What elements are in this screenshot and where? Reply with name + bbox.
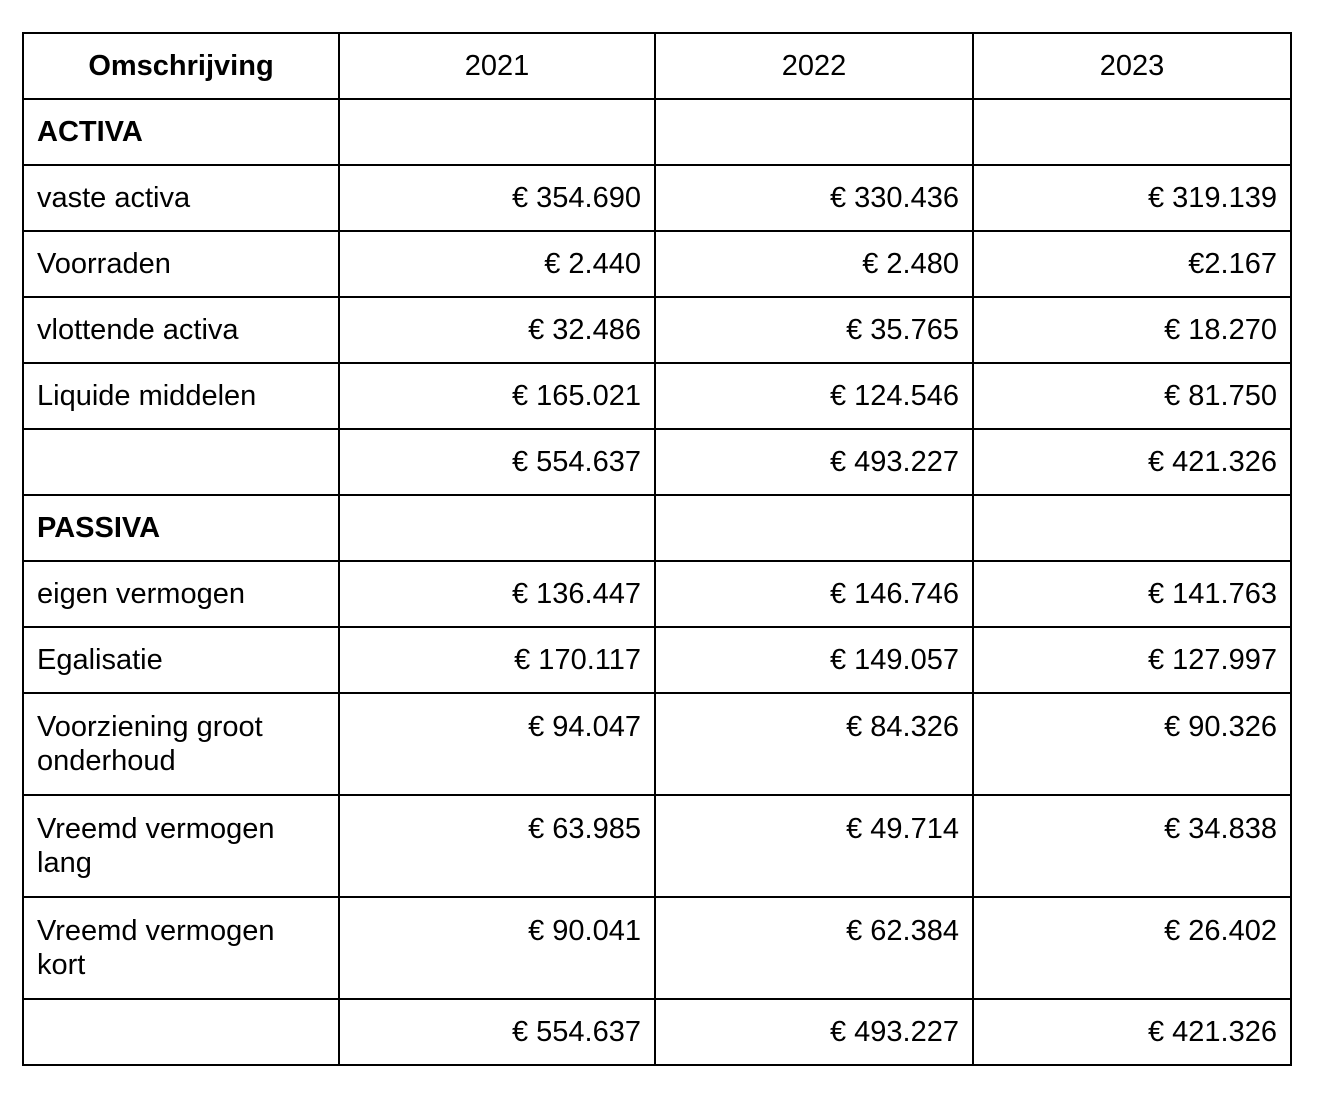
value-2021: € 354.690	[339, 165, 655, 231]
value-2023: € 81.750	[973, 363, 1291, 429]
value-2021: € 90.041	[339, 897, 655, 999]
table-row	[23, 165, 1291, 231]
value-2021: € 32.486	[339, 297, 655, 363]
row-label: eigen vermogen	[23, 561, 339, 627]
value-2022: € 124.546	[655, 363, 973, 429]
value-2023: € 26.402	[973, 897, 1291, 999]
section-title-activa: ACTIVA	[23, 99, 339, 165]
value-2023: € 18.270	[973, 297, 1291, 363]
total-row-passiva	[23, 999, 1291, 1065]
value-2022: € 35.765	[655, 297, 973, 363]
row-label: Vreemd vermogen lang	[23, 795, 339, 897]
row-label: Vreemd vermogen kort	[23, 897, 339, 999]
total-2023: € 421.326	[973, 429, 1291, 495]
value-2023: € 127.997	[973, 627, 1291, 693]
table-row	[23, 561, 1291, 627]
value-2021: € 63.985	[339, 795, 655, 897]
value-2021: € 94.047	[339, 693, 655, 795]
header-year-2021: 2021	[339, 33, 655, 99]
empty-cell	[655, 99, 973, 165]
header-description: Omschrijving	[23, 33, 339, 99]
row-label: Voorziening groot onderhoud	[23, 693, 339, 795]
value-2022: € 2.480	[655, 231, 973, 297]
value-2021: € 2.440	[339, 231, 655, 297]
header-year-2022: 2022	[655, 33, 973, 99]
total-2023: € 421.326	[973, 999, 1291, 1065]
empty-cell	[23, 429, 339, 495]
row-label: vlottende activa	[23, 297, 339, 363]
value-2022: € 330.436	[655, 165, 973, 231]
total-2022: € 493.227	[655, 999, 973, 1065]
table-row	[23, 231, 1291, 297]
empty-cell	[339, 495, 655, 561]
section-title-passiva: PASSIVA	[23, 495, 339, 561]
row-label: Voorraden	[23, 231, 339, 297]
value-2021: € 170.117	[339, 627, 655, 693]
value-2022: € 62.384	[655, 897, 973, 999]
value-2022: € 84.326	[655, 693, 973, 795]
value-2022: € 146.746	[655, 561, 973, 627]
table-row	[23, 693, 1291, 795]
header-row	[23, 33, 1291, 99]
table-row	[23, 897, 1291, 999]
value-2021: € 165.021	[339, 363, 655, 429]
table-row	[23, 297, 1291, 363]
empty-cell	[655, 495, 973, 561]
empty-cell	[23, 999, 339, 1065]
value-2023: € 141.763	[973, 561, 1291, 627]
empty-cell	[339, 99, 655, 165]
empty-cell	[973, 495, 1291, 561]
empty-cell	[973, 99, 1291, 165]
total-row-activa	[23, 429, 1291, 495]
total-2022: € 493.227	[655, 429, 973, 495]
total-2021: € 554.637	[339, 999, 655, 1065]
value-2021: € 136.447	[339, 561, 655, 627]
total-2021: € 554.637	[339, 429, 655, 495]
balance-sheet-table	[22, 32, 1292, 1066]
value-2023: €2.167	[973, 231, 1291, 297]
table-row	[23, 363, 1291, 429]
value-2022: € 49.714	[655, 795, 973, 897]
section-row-activa	[23, 99, 1291, 165]
row-label: Liquide middelen	[23, 363, 339, 429]
value-2023: € 34.838	[973, 795, 1291, 897]
value-2023: € 319.139	[973, 165, 1291, 231]
section-row-passiva	[23, 495, 1291, 561]
table-row	[23, 795, 1291, 897]
header-year-2023: 2023	[973, 33, 1291, 99]
table-row	[23, 627, 1291, 693]
value-2023: € 90.326	[973, 693, 1291, 795]
value-2022: € 149.057	[655, 627, 973, 693]
row-label: vaste activa	[23, 165, 339, 231]
row-label: Egalisatie	[23, 627, 339, 693]
